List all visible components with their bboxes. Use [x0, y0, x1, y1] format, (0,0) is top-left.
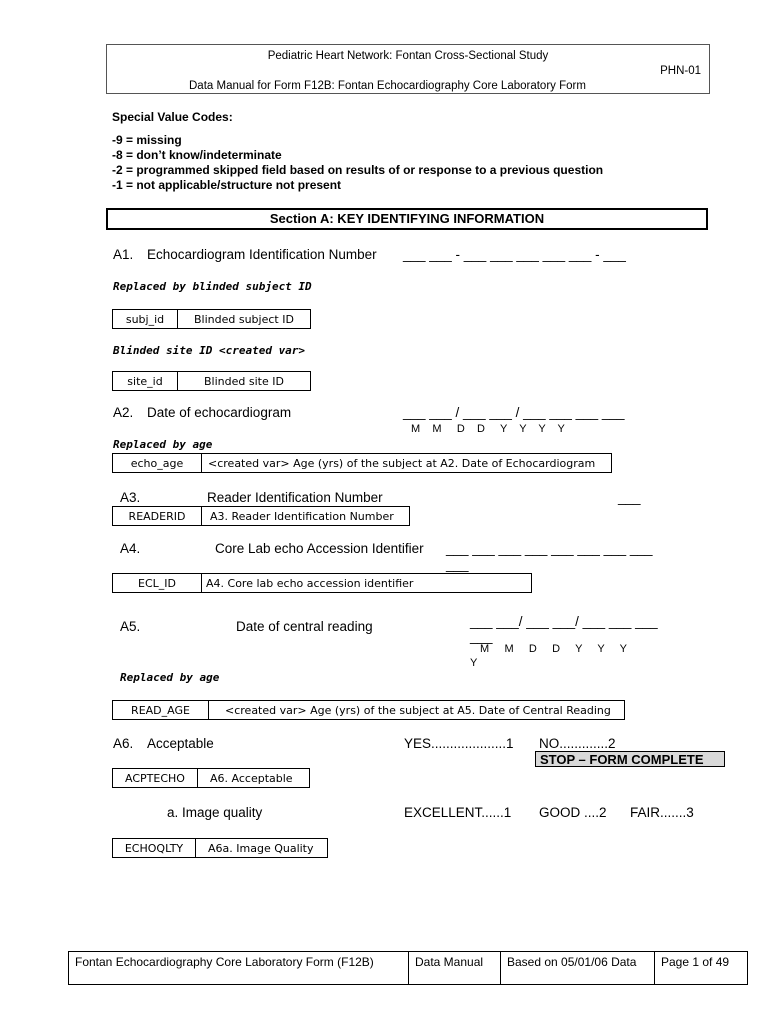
- a3-variable-table: [112, 506, 410, 526]
- variable-name: ECHOQLTY: [113, 839, 196, 857]
- variable-description: <created var> Age (yrs) of the subject at A2. Date of Echocardiogram: [208, 456, 596, 470]
- section-a-heading: Section A: KEY IDENTIFYING INFORMATION: [106, 208, 708, 230]
- header-study-title: Pediatric Heart Network: Fontan Cross-Sectional Study: [267, 50, 549, 62]
- a5-variable-table: [112, 700, 625, 720]
- header-form-id: PHN-01: [660, 65, 701, 77]
- variable-name: READ_AGE: [113, 701, 209, 719]
- a3-number: A3.: [120, 490, 141, 505]
- a3-blanks: ___: [618, 490, 641, 505]
- a2-note: Replaced by age: [113, 438, 213, 451]
- a2-label: Date of echocardiogram: [147, 405, 292, 420]
- special-codes-title: Special Value Codes:: [112, 110, 233, 124]
- a4-label: Core Lab echo Accession Identifier: [215, 541, 424, 556]
- variable-name: echo_age: [113, 454, 202, 472]
- variable-description: Blinded site ID: [204, 374, 284, 388]
- document-header: [106, 44, 710, 94]
- a4-variable-table: [112, 573, 532, 593]
- a6a-label: a. Image quality: [167, 805, 263, 820]
- variable-description: Blinded subject ID: [194, 312, 294, 326]
- variable-name: ECL_ID: [113, 574, 202, 592]
- a4-number: A4.: [120, 541, 141, 556]
- footer-form-name: Fontan Echocardiography Core Laboratory Form (F12B): [69, 952, 409, 984]
- variable-name: subj_id: [113, 310, 178, 328]
- footer-page-number: Page 1 of 49: [661, 955, 730, 969]
- a1-note-site: Blinded site ID <created var>: [113, 344, 306, 357]
- a1-blanks: ___ ___ - ___ ___ ___ ___ ___ - ___: [403, 247, 626, 262]
- stop-form-complete-banner: STOP – FORM COMPLETE: [535, 751, 725, 767]
- a6-option-yes: YES....................1: [404, 736, 514, 751]
- a5-date-format-continued: Y: [470, 657, 478, 669]
- variable-description: <created var> Age (yrs) of the subject at A5. Date of Central Reading: [225, 703, 611, 717]
- special-code-item: -9 = missing: [112, 133, 182, 147]
- a1-site-variable-table: [112, 371, 311, 391]
- a5-blanks: ___ ___/ ___ ___/ ___ ___ ___: [470, 614, 658, 629]
- a2-date-format: M M D D Y Y Y Y: [411, 423, 565, 435]
- a1-note: Replaced by blinded subject ID: [113, 280, 312, 293]
- a5-note: Replaced by age: [120, 671, 220, 684]
- a1-number: A1.: [113, 247, 134, 262]
- a6-label: Acceptable: [147, 736, 214, 751]
- a6a-variable-table: [112, 838, 328, 858]
- a5-number: A5.: [120, 619, 141, 634]
- a6a-option-fair: FAIR.......3: [630, 805, 694, 820]
- variable-description: A6. Acceptable: [210, 771, 293, 785]
- variable-description: A6a. Image Quality: [208, 841, 314, 855]
- a1-label: Echocardiogram Identification Number: [147, 247, 377, 262]
- a6-option-no: NO.............2: [539, 736, 616, 751]
- a5-blanks-continued: ___: [470, 629, 493, 644]
- variable-name: ACPTECHO: [113, 769, 198, 787]
- a3-label: Reader Identification Number: [207, 490, 383, 505]
- variable-name: READERID: [113, 507, 202, 525]
- variable-name: site_id: [113, 372, 178, 390]
- a4-blanks: ___ ___ ___ ___ ___ ___ ___ ___: [446, 541, 653, 556]
- a1-variable-table: [112, 309, 311, 329]
- variable-description: A4. Core lab echo accession identifier: [206, 576, 414, 590]
- footer-manual: Data Manual: [409, 952, 501, 984]
- a5-date-format: M M D D Y Y Y: [480, 643, 627, 655]
- footer-based-on: Based on 05/01/06 Data: [501, 952, 655, 984]
- a5-label: Date of central reading: [236, 619, 373, 634]
- header-form-title: Data Manual for Form F12B: Fontan Echocardiography Core Laboratory Form: [189, 80, 586, 92]
- page-footer: [68, 951, 748, 985]
- special-code-item: -2 = programmed skipped field based on results of or response to a previous question: [112, 163, 604, 177]
- special-code-item: -8 = don’t know/indeterminate: [112, 148, 282, 162]
- a2-blanks: ___ ___ / ___ ___ / ___ ___ ___ ___: [403, 405, 625, 420]
- a6a-option-good: GOOD ....2: [539, 805, 607, 820]
- a2-number: A2.: [113, 405, 134, 420]
- a6-number: A6.: [113, 736, 134, 751]
- a4-blanks-continued: ___: [446, 557, 469, 572]
- a6-variable-table: [112, 768, 310, 788]
- variable-description: A3. Reader Identification Number: [210, 509, 394, 523]
- special-code-item: -1 = not applicable/structure not present: [112, 178, 342, 192]
- a2-variable-table: [112, 453, 612, 473]
- a6a-option-excellent: EXCELLENT......1: [404, 805, 512, 820]
